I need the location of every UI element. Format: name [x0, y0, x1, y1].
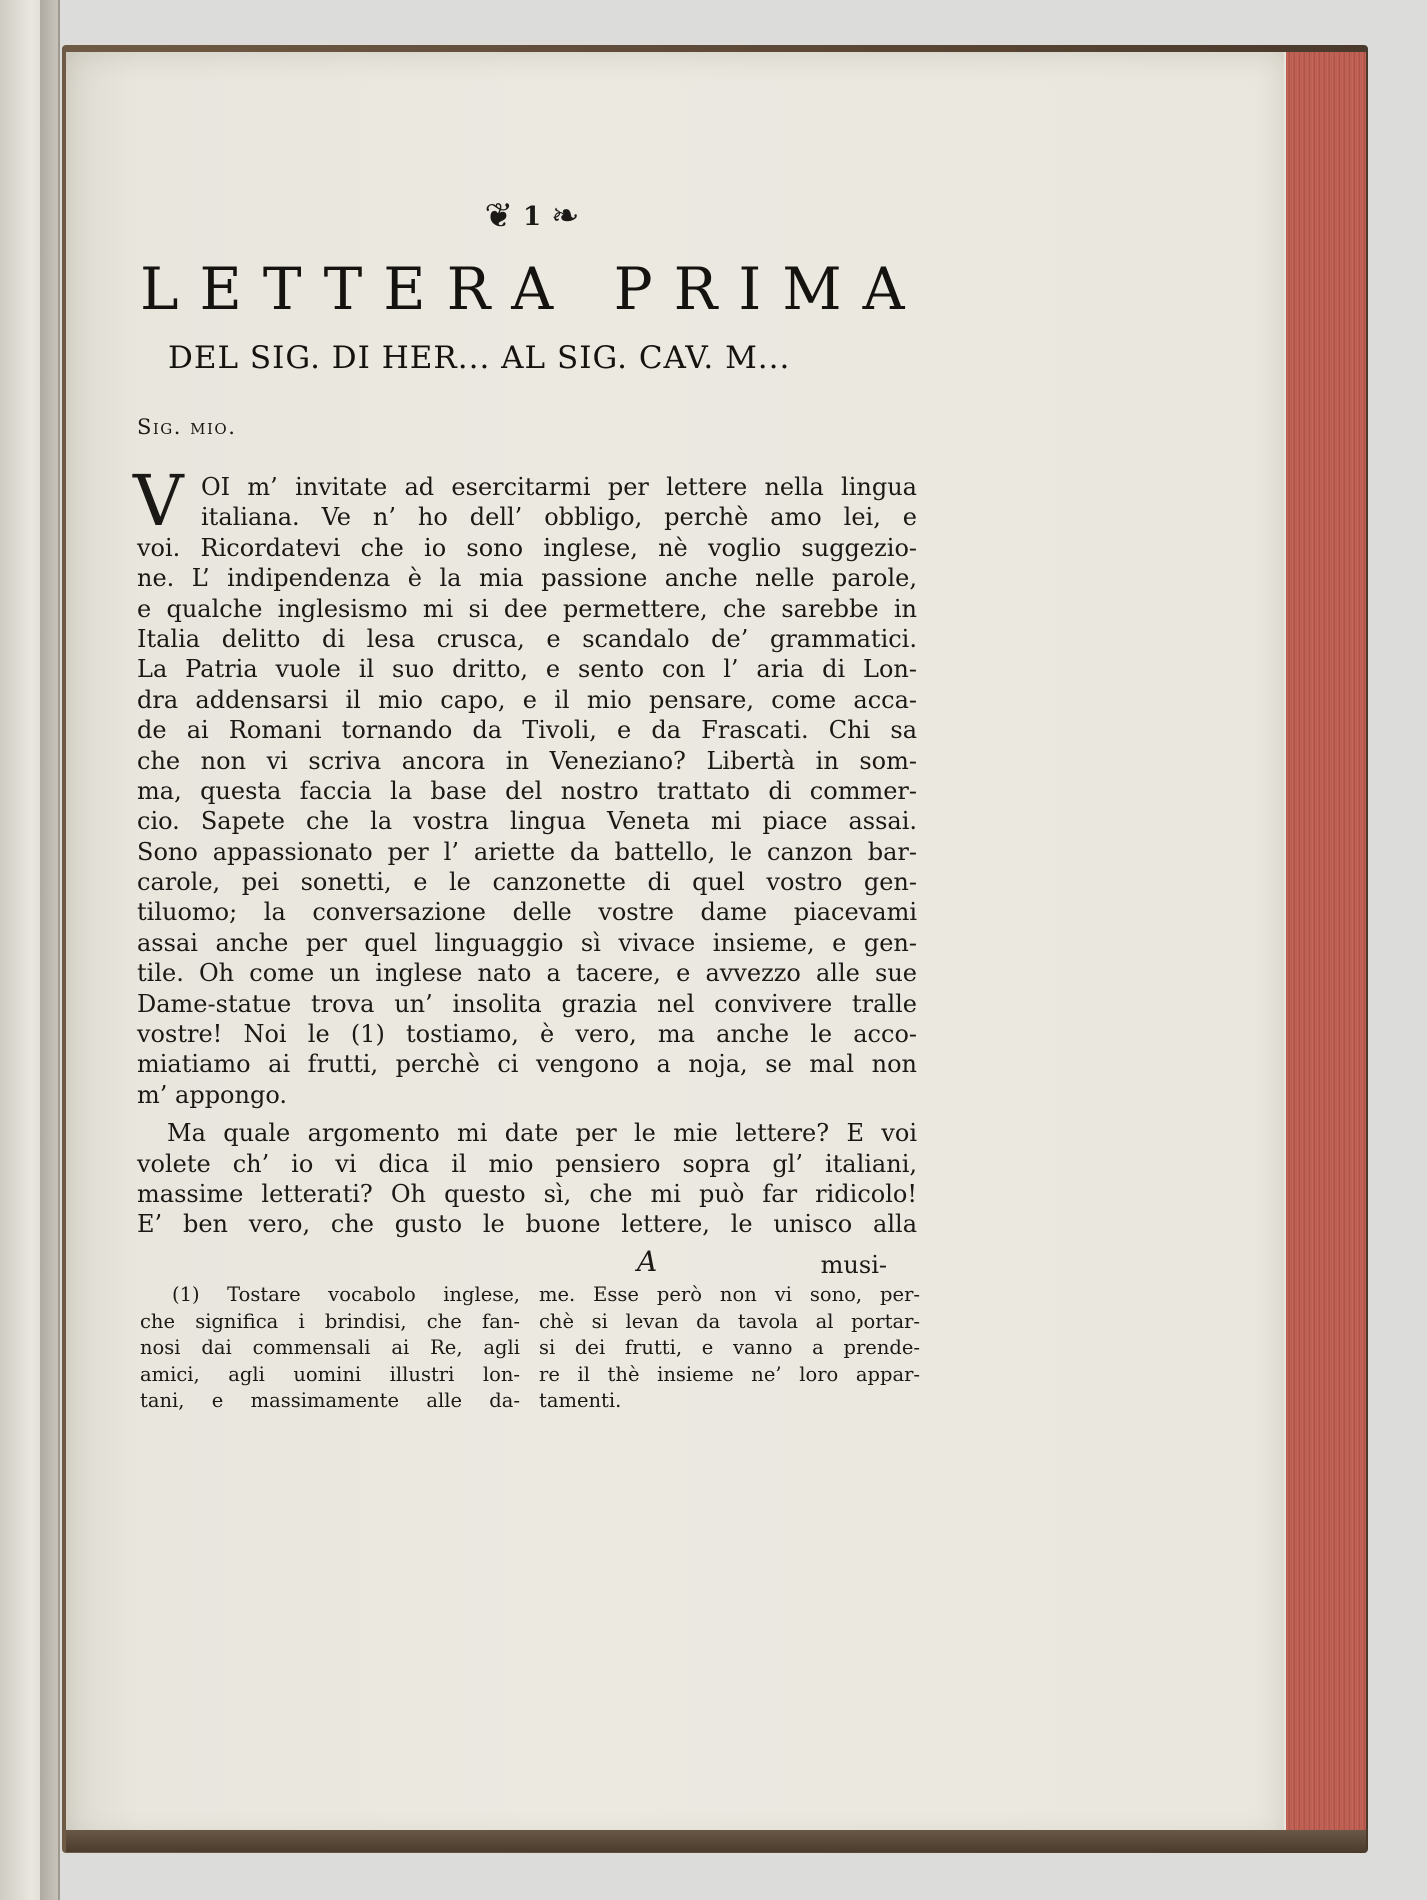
- text-line: massime letterati? Oh questo sì, che mi può far ridicolo!: [137, 1179, 917, 1208]
- text-line: tile. Oh come un inglese nato a tacere, e avvezzo alle sue: [137, 959, 917, 988]
- text-line: ne. L’ indipendenza è la mia passione anche nelle parole,: [137, 564, 917, 593]
- text-line: e qualche inglesismo mi si dee permettere, che sarebbe in: [137, 594, 917, 623]
- text-line: che significa i brindisi, che fan-: [140, 1309, 520, 1333]
- paragraph-1: [137, 472, 917, 1110]
- fleuron-left-icon: ❦: [484, 196, 513, 236]
- text-line: Dame-statue trova un’ insolita grazia nel convivere tralle: [137, 989, 917, 1018]
- text-line: assai anche per quel linguaggio sì vivace insieme, e gen-: [137, 928, 917, 957]
- book-bottom-edge: [66, 1830, 1366, 1852]
- text-line: voi. Ricordatevi che io sono inglese, nè voglio suggezio-: [137, 533, 917, 562]
- page-number: 1: [522, 202, 542, 232]
- text-line: de ai Romani tornando da Tivoli, e da Frascati. Chi sa: [137, 716, 917, 745]
- text-line: chè si levan da tavola al portar-: [539, 1309, 920, 1333]
- text-line: re il thè insieme ne’ loro appar-: [539, 1362, 920, 1386]
- text-line: vostre! Noi le (1) tostiamo, è vero, ma anche le acco-: [137, 1020, 917, 1049]
- text-line: che non vi scriva ancora in Veneziano? Libertà in som-: [137, 746, 917, 775]
- letter-subtitle: DEL SIG. DI HER... AL SIG. CAV. M...: [168, 340, 791, 376]
- paragraph-2: [137, 1118, 917, 1240]
- text-line: carole, pei sonetti, e le canzonette di quel vostro gen-: [137, 868, 917, 897]
- page-number-ornament: [462, 196, 602, 236]
- text-line: miatiamo ai frutti, perchè ci vengono a noja, se mal non: [137, 1050, 917, 1079]
- catchword: musi-: [820, 1251, 887, 1279]
- footnote-column-left: [140, 1282, 520, 1415]
- text-line: tamenti.: [539, 1389, 622, 1412]
- text-line: si dei frutti, e vanno a prende-: [539, 1336, 920, 1359]
- text-line: Italia delitto di lesa crusca, e scandalo de’ grammatici.: [137, 624, 917, 653]
- signature-mark: A: [637, 1245, 658, 1278]
- text-line: me. Esse però non vi sono, per-: [539, 1283, 920, 1306]
- text-line: (1) Tostare vocabolo inglese,: [172, 1283, 520, 1306]
- letter-body: [133, 460, 917, 1240]
- text-line: m’ appongo.: [137, 1080, 287, 1109]
- text-line: dra addensarsi il mio capo, e il mio pensare, come acca-: [137, 685, 917, 714]
- drop-cap: V: [133, 460, 184, 542]
- text-line: amici, agli uomini illustri lon-: [140, 1362, 520, 1386]
- text-line: cio. Sapete che la vostra lingua Veneta mi piace assai.: [137, 807, 917, 836]
- letter-title: LETTERA PRIMA: [140, 255, 926, 323]
- text-line: ma, questa faccia la base del nostro trattato di commer-: [137, 776, 917, 805]
- text-line: italiana. Ve n’ ho dell’ obbligo, perchè amo lei, e: [201, 503, 917, 532]
- fleuron-right-icon: ❧: [551, 196, 580, 236]
- left-page-margin: [0, 0, 60, 1900]
- text-line: tiluomo; la conversazione delle vostre dame piacevami: [137, 898, 917, 927]
- text-line: nosi dai commensali ai Re, agli: [140, 1336, 520, 1359]
- text-line: La Patria vuole il suo dritto, e sento con l’ aria di Lon-: [137, 655, 917, 684]
- text-line: OI m’ invitate ad esercitarmi per lettere nella lingua: [201, 473, 917, 501]
- page-edges: [1283, 52, 1366, 1832]
- text-line: volete ch’ io vi dica il mio pensiero sopra gl’ italiani,: [137, 1149, 917, 1178]
- signature-line: [137, 1245, 917, 1281]
- text-line: tani, e massimamente alle da-: [140, 1389, 520, 1412]
- text-line: Sono appassionato per l’ ariette da battello, le canzon bar-: [137, 837, 917, 866]
- salutation: Sig. mio.: [137, 415, 237, 439]
- text-line: E’ ben vero, che gusto le buone lettere, le unisco alla: [137, 1210, 917, 1239]
- text-line: Ma quale argomento mi date per le mie lettere? E voi: [167, 1119, 917, 1148]
- footnote-column-right: [539, 1282, 920, 1415]
- gutter-shadow: [40, 0, 60, 1900]
